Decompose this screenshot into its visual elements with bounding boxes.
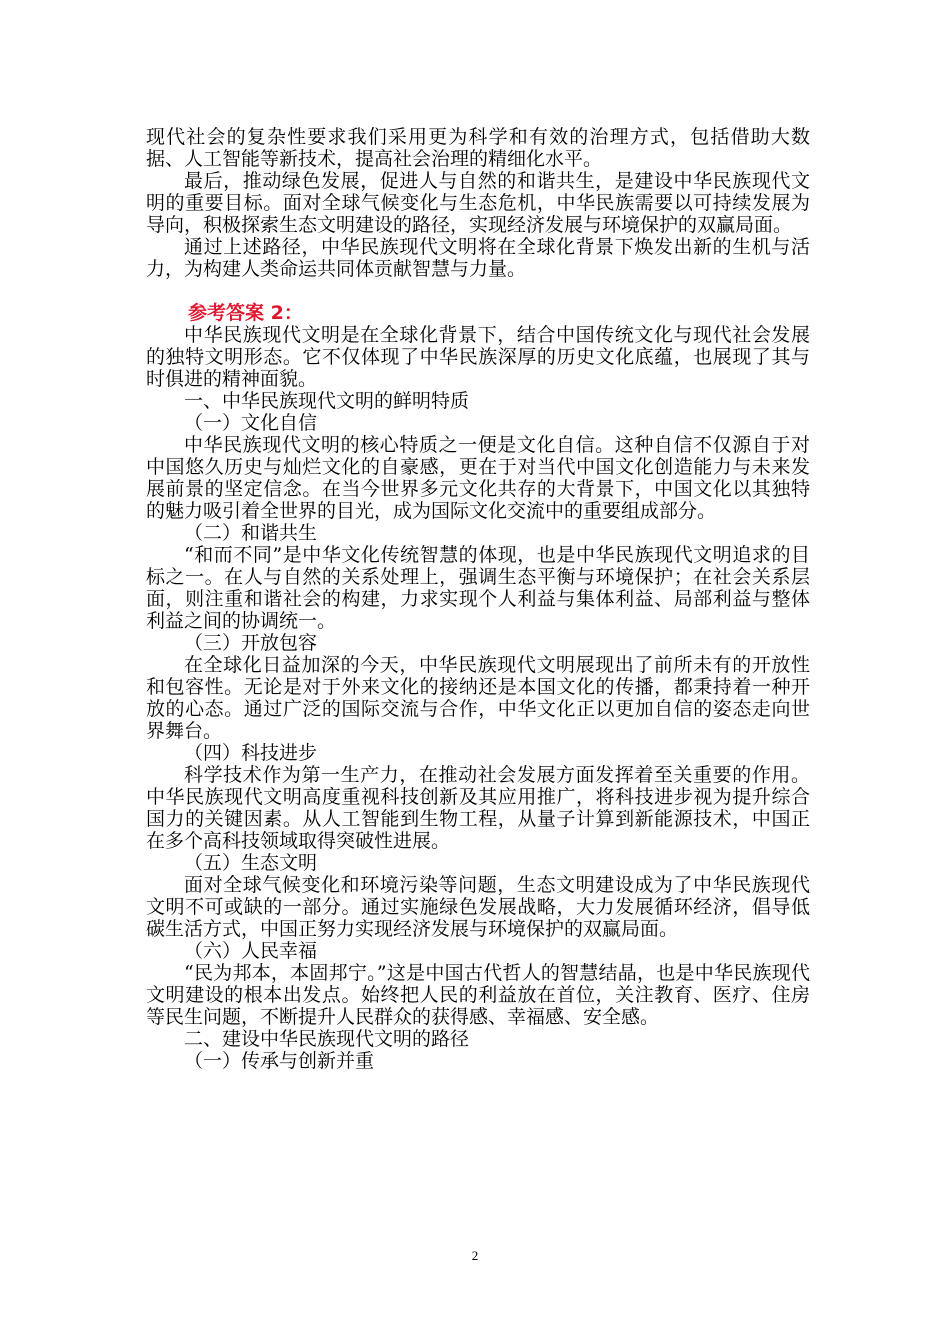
paragraph: 最后，推动绿色发展，促进人与自然的和谐共生，是建设中华民族现代文明的重要目标。面对全球气候变化与生态危机，中华民族需要以可持续发展为导向，积极探索生态文明建设的路径，实现经济发展与环境保护的双赢局面。 [146,170,810,236]
subsection-heading: （五）生态文明 [184,852,318,874]
section-heading: 二、建设中华民族现代文明的路径 [184,1028,470,1050]
subsection-heading: （三）开放包容 [184,632,318,654]
spacer [146,280,810,302]
paragraph: 在全球化日益加深的今天，中华民族现代文明展现出了前所未有的开放性和包容性。无论是对于外来文化的接纳还是本国文化的传播，都秉持着一种开放的心态。通过广泛的国际交流与合作，中华文化正以更加自信的姿态走向世界舞台。 [146,654,810,742]
paragraph: 面对全球气候变化和环境污染等问题，生态文明建设成为了中华民族现代文明不可或缺的一部分。通过实施绿色发展战略，大力发展循环经济，倡导低碳生活方式，中国正努力实现经济发展与环境保护的双赢局面。 [146,874,810,940]
subsection-heading: （一）文化自信 [184,412,318,434]
subsection-heading: （二）和谐共生 [184,522,318,544]
answer-heading: 参考答案 2： [188,302,303,324]
subsection-heading: （一）传承与创新并重 [184,1050,375,1072]
paragraph: 中华民族现代文明是在全球化背景下，结合中国传统文化与现代社会发展的独特文明形态。它不仅体现了中华民族深厚的历史文化底蕴，也展现了其与时俱进的精神面貌。 [146,324,810,390]
paragraph: 中华民族现代文明的核心特质之一便是文化自信。这种自信不仅源自于对中国悠久历史与灿烂文化的自豪感，更在于对当代中国文化创造能力与未来发展前景的坚定信念。在当今世界多元文化共存的大背景下，中国文化以其独特的魅力吸引着全世界的目光，成为国际文化交流中的重要组成部分。 [146,434,810,522]
document-body [146,126,810,1072]
paragraph: 科学技术作为第一生产力，在推动社会发展方面发挥着至关重要的作用。中华民族现代文明高度重视科技创新及其应用推广，将科技进步视为提升综合国力的关键因素。从人工智能到生物工程，从量子计算到新能源技术，中国正在多个高科技领域取得突破性进展。 [146,764,810,852]
paragraph: “民为邦本，本固邦宁。”这是中国古代哲人的智慧结晶，也是中华民族现代文明建设的根本出发点。始终把人民的利益放在首位，关注教育、医疗、住房等民生问题，不断提升人民群众的获得感、幸福感、安全感。 [146,962,810,1028]
page-number: 2 [471,1248,479,1263]
section-heading: 一、中华民族现代文明的鲜明特质 [184,390,470,412]
paragraph: “和而不同”是中华文化传统智慧的体现，也是中华民族现代文明追求的目标之一。在人与自然的关系处理上，强调生态平衡与环境保护；在社会关系层面，则注重和谐社会的构建，力求实现个人利益与集体利益、局部利益与整体利益之间的协调统一。 [146,544,810,632]
paragraph: 通过上述路径，中华民族现代文明将在全球化背景下焕发出新的生机与活力，为构建人类命运共同体贡献智慧与力量。 [146,236,810,280]
subsection-heading: （四）科技进步 [184,742,318,764]
paragraph: 现代社会的复杂性要求我们采用更为科学和有效的治理方式，包括借助大数据、人工智能等新技术，提高社会治理的精细化水平。 [146,126,810,170]
subsection-heading: （六）人民幸福 [184,940,318,962]
